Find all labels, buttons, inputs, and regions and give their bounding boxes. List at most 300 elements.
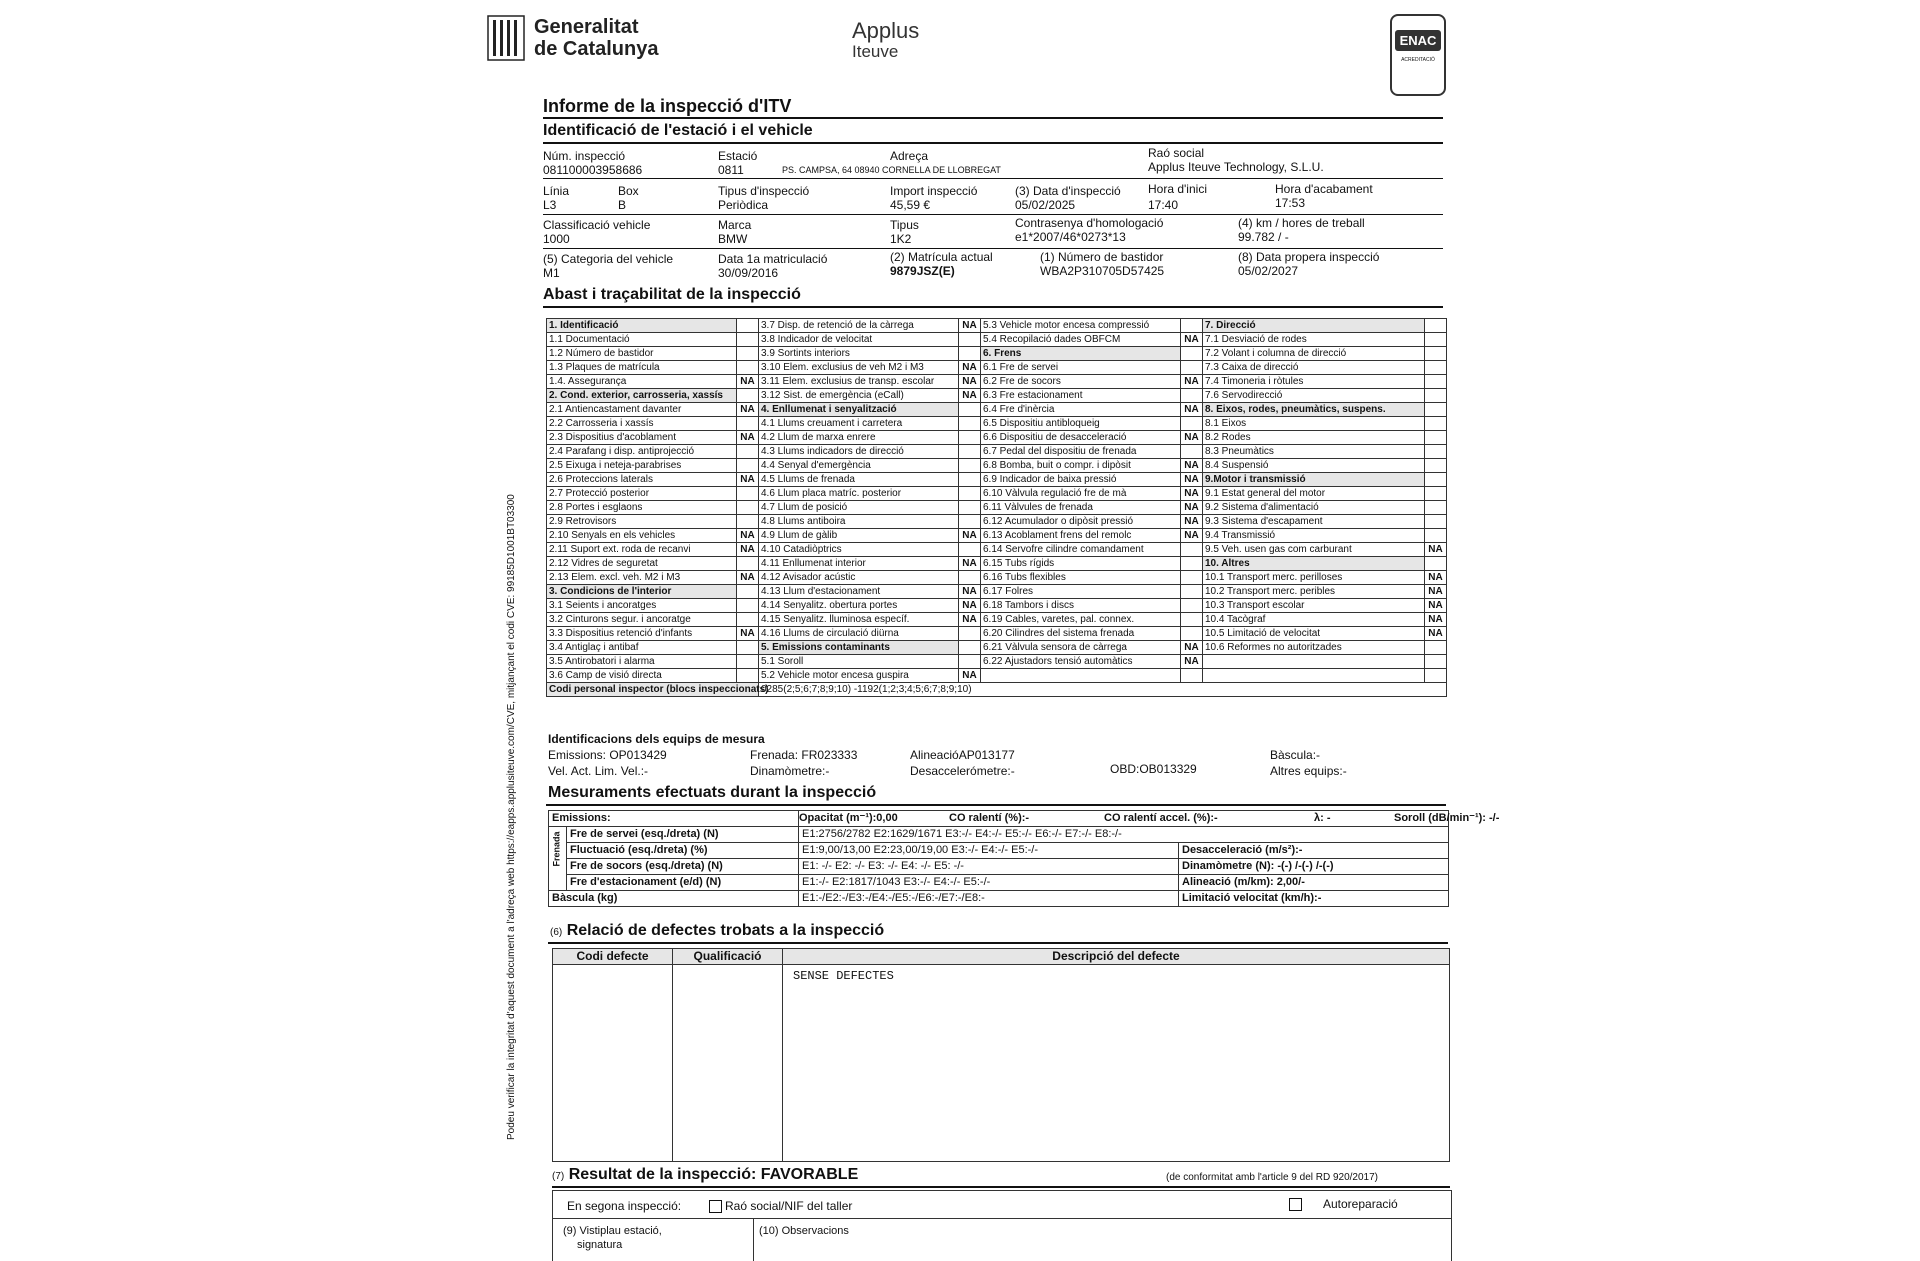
abast-item: 4.6 Llum placa matríc. posterior xyxy=(759,487,959,501)
bascula-value: E1:-/E2:-/E3:-/E4:-/E5:-/E6:-/E7:-/E8:- xyxy=(799,891,1179,907)
box-value: B xyxy=(618,198,627,212)
abast-item-status xyxy=(1425,669,1447,683)
abast-item-status xyxy=(737,417,759,431)
observacions-label: (10) Observacions xyxy=(759,1225,849,1237)
abast-item: 3.6 Camp de visió directa xyxy=(547,669,737,683)
abast-item-status xyxy=(737,501,759,515)
abast-item: 6.8 Bomba, buit o compr. i dipòsit xyxy=(981,459,1181,473)
abast-item: 10.3 Transport escolar xyxy=(1203,599,1425,613)
abast-item-status xyxy=(1181,347,1203,361)
abast-item: 9.Motor i transmissió xyxy=(1203,473,1425,487)
abast-item-status: NA xyxy=(737,529,759,543)
abast-item-status xyxy=(1425,459,1447,473)
abast-item: 6.18 Tambors i discs xyxy=(981,599,1181,613)
defecte-descripcio: SENSE DEFECTES xyxy=(783,965,1450,1162)
co-accel: CO ralentí accel. (%):- xyxy=(1104,812,1218,824)
abast-row xyxy=(547,529,1447,543)
abast-row xyxy=(547,655,1447,669)
abast-item: 4.2 Llum de marxa enrere xyxy=(759,431,959,445)
abast-item: 2.8 Portes i esglaons xyxy=(547,501,737,515)
abast-item-status xyxy=(1425,417,1447,431)
abast-item: 8.1 Eixos xyxy=(1203,417,1425,431)
abast-item: 6. Frens xyxy=(981,347,1181,361)
abast-item: 1.3 Plaques de matrícula xyxy=(547,361,737,375)
abast-row xyxy=(547,319,1447,333)
soroll: Soroll (dB/min⁻¹): -/- xyxy=(1394,812,1500,824)
abast-item: 2.6 Proteccions laterals xyxy=(547,473,737,487)
verification-note: Podeu verificar la integritat d'aquest document a l'adreça web https://eapps.applusiteuve.com/CVE, mitjançant el codi CVE: 99185D1001BT03300 xyxy=(506,494,517,1140)
resultat-num: (7) xyxy=(552,1171,565,1182)
bastidor-label: (1) Número de bastidor xyxy=(1040,250,1164,264)
defectes-num: (6) xyxy=(550,927,563,938)
abast-item: 8. Eixos, rodes, pneumàtics, suspens. xyxy=(1203,403,1425,417)
abast-row xyxy=(547,669,1447,683)
abast-item-status: NA xyxy=(737,543,759,557)
equip-vel: Vel. Act. Lim. Vel.:- xyxy=(548,764,649,778)
abast-item: 3.8 Indicador de velocitat xyxy=(759,333,959,347)
abast-row xyxy=(547,585,1447,599)
abast-item-status: NA xyxy=(737,571,759,585)
abast-item-status: NA xyxy=(1181,375,1203,389)
abast-item: 5.4 Recopilació dades OBFCM xyxy=(981,333,1181,347)
resultat-heading xyxy=(552,1166,858,1184)
defectes-table xyxy=(552,948,1450,1162)
abast-row xyxy=(547,543,1447,557)
abast-item: 1.2 Número de bastidor xyxy=(547,347,737,361)
abast-item-status xyxy=(1181,571,1203,585)
identification-title: Identificació de l'estació i el vehicle xyxy=(543,122,813,139)
abast-item-status xyxy=(1425,347,1447,361)
abast-item: 10.4 Tacògraf xyxy=(1203,613,1425,627)
abast-item: 6.1 Fre de servei xyxy=(981,361,1181,375)
abast-item-status: NA xyxy=(1181,655,1203,669)
propera-value: 05/02/2027 xyxy=(1238,264,1299,278)
abast-item xyxy=(1203,669,1425,683)
abast-item: 9.2 Sistema d'alimentació xyxy=(1203,501,1425,515)
signatura-label: signatura xyxy=(577,1239,623,1251)
abast-row xyxy=(547,445,1447,459)
equip-altres: Altres equips:- xyxy=(1270,764,1347,778)
resultat-value: FAVORABLE xyxy=(760,1166,859,1183)
abast-item-status: NA xyxy=(959,319,981,333)
rao-social-label: Raó social xyxy=(1148,146,1205,160)
abast-item: 6.12 Acumulador o dipòsit pressió xyxy=(981,515,1181,529)
tipus-insp-value: Periòdica xyxy=(718,198,769,212)
bascula-label: Bàscula (kg) xyxy=(549,891,799,907)
abast-item-status xyxy=(1425,515,1447,529)
abast-item-status xyxy=(959,403,981,417)
codi-inspector-label: Codi personal inspector (blocs inspeccionats) xyxy=(547,683,759,697)
abast-row xyxy=(547,515,1447,529)
abast-row xyxy=(547,361,1447,375)
abast-item-status: NA xyxy=(737,627,759,641)
col-qualificacio: Qualificació xyxy=(673,949,783,965)
abast-item-status xyxy=(1181,599,1203,613)
abast-item-status: NA xyxy=(1425,613,1447,627)
abast-item-status xyxy=(1425,557,1447,571)
abast-item: 4.1 Llums creuament i carretera xyxy=(759,417,959,431)
abast-item: 2.7 Protecció posterior xyxy=(547,487,737,501)
abast-item: 1. Identificació xyxy=(547,319,737,333)
abast-item-status: NA xyxy=(959,375,981,389)
enac-label: ENAC xyxy=(1395,30,1441,51)
abast-item: 6.19 Cables, varetes, pal. connex. xyxy=(981,613,1181,627)
abast-item: 3.1 Seients i ancoratges xyxy=(547,599,737,613)
abast-item: 4.10 Catadiòptrics xyxy=(759,543,959,557)
abast-item-status xyxy=(737,515,759,529)
abast-item: 6.11 Vàlvules de frenada xyxy=(981,501,1181,515)
col-descripcio: Descripció del defecte xyxy=(783,949,1450,965)
abast-item: 6.20 Cilindres del sistema frenada xyxy=(981,627,1181,641)
abast-item: 2.5 Eixuga i neteja-parabrises xyxy=(547,459,737,473)
import-label: Import inspecció xyxy=(890,184,978,198)
desacceleracio: Desacceleració (m/s²):- xyxy=(1179,843,1449,859)
abast-item-status xyxy=(959,431,981,445)
abast-item-status: NA xyxy=(1181,459,1203,473)
abast-item-status xyxy=(1425,529,1447,543)
abast-item-status xyxy=(737,319,759,333)
abast-item: 7.3 Caixa de direcció xyxy=(1203,361,1425,375)
abast-row xyxy=(547,459,1447,473)
alineacio: Alineació (m/km): 2,00/- xyxy=(1179,875,1449,891)
abast-item: 3.10 Elem. exclusius de veh M2 i M3 xyxy=(759,361,959,375)
rao-nif-checkbox[interactable] xyxy=(709,1200,722,1213)
abast-item: 6.4 Fre d'inèrcia xyxy=(981,403,1181,417)
categoria-value: M1 xyxy=(543,266,560,280)
abast-item: 4.15 Senyalitz. lluminosa específ. xyxy=(759,613,959,627)
frenada-label: Frenada xyxy=(549,827,567,891)
abast-item: 2.13 Elem. excl. veh. M2 i M3 xyxy=(547,571,737,585)
equip-obd: OBD:OB013329 xyxy=(1110,762,1197,776)
hora-inici-label: Hora d'inici xyxy=(1148,182,1207,196)
abast-item: 6.6 Dispositiu de desacceleració xyxy=(981,431,1181,445)
classif-label: Classificació vehicle xyxy=(543,218,651,232)
abast-item: 7.2 Volant i columna de direcció xyxy=(1203,347,1425,361)
abast-item: 10. Altres xyxy=(1203,557,1425,571)
abast-item-status: NA xyxy=(959,529,981,543)
abast-item-status: NA xyxy=(1181,431,1203,445)
enac-sub: ACREDITACIÓ xyxy=(1401,57,1435,63)
mesuraments-table xyxy=(548,810,1500,907)
equips-title: Identificacions dels equips de mesura xyxy=(548,732,765,746)
abast-item: 6.16 Tubs flexibles xyxy=(981,571,1181,585)
abast-item-status xyxy=(737,599,759,613)
abast-item: 6.2 Fre de socors xyxy=(981,375,1181,389)
abast-item-status: NA xyxy=(1181,473,1203,487)
abast-item: 4.11 Enllumenat interior xyxy=(759,557,959,571)
abast-item: 3. Condicions de l'interior xyxy=(547,585,737,599)
import-value: 45,59 € xyxy=(890,198,931,212)
tipus-value: 1K2 xyxy=(890,232,912,246)
abast-item: 7.4 Timoneria i ròtules xyxy=(1203,375,1425,389)
data-insp-value: 05/02/2025 xyxy=(1015,198,1076,212)
rao-nif-label: Raó social/NIF del taller xyxy=(725,1199,853,1213)
abast-item-status: NA xyxy=(1181,501,1203,515)
abast-item: 6.5 Dispositiu antibloqueig xyxy=(981,417,1181,431)
abast-item-status: NA xyxy=(1181,641,1203,655)
num-inspeccio-label: Núm. inspecció xyxy=(543,149,626,163)
tipus-insp-label: Tipus d'inspecció xyxy=(718,184,810,198)
lambda: λ: - xyxy=(1314,812,1331,824)
abast-item-status xyxy=(959,655,981,669)
col-codi-defecte: Codi defecte xyxy=(553,949,673,965)
abast-item: 8.2 Rodes xyxy=(1203,431,1425,445)
bastidor-value: WBA2P310705D57425 xyxy=(1040,264,1165,278)
abast-item-status xyxy=(959,333,981,347)
generalitat-logo xyxy=(488,14,688,62)
hora-inici-value: 17:40 xyxy=(1148,198,1179,212)
abast-item: 6.3 Fre estacionament xyxy=(981,389,1181,403)
dinamometre: Dinamòmetre (N): -(-) /-(-) /-(-) xyxy=(1179,859,1449,875)
abast-item-status xyxy=(959,445,981,459)
abast-item-status: NA xyxy=(959,557,981,571)
abast-item: 9.5 Veh. usen gas com carburant xyxy=(1203,543,1425,557)
abast-item: 6.17 Folres xyxy=(981,585,1181,599)
abast-item: 7.6 Servodirecció xyxy=(1203,389,1425,403)
abast-item: 6.7 Pedal del dispositiu de frenada xyxy=(981,445,1181,459)
abast-item: 3.7 Disp. de retenció de la càrrega xyxy=(759,319,959,333)
abast-item: 4.3 Llums indicadors de direcció xyxy=(759,445,959,459)
abast-item-status: NA xyxy=(1425,571,1447,585)
linia-label: Línia xyxy=(543,184,570,198)
defectes-heading xyxy=(550,922,884,940)
resultat-note: (de conformitat amb l'article 9 del RD 920/2017) xyxy=(1166,1172,1379,1183)
abast-item: 7. Direcció xyxy=(1203,319,1425,333)
abast-item-status: NA xyxy=(1181,529,1203,543)
fre-servei-value: E1:2756/2782 E2:1629/1671 E3:-/- E4:-/- E5:-/- E6:-/- E7:-/- E8:-/- xyxy=(799,827,1449,843)
abast-item: 2.10 Senyals en els vehicles xyxy=(547,529,737,543)
abast-row xyxy=(547,571,1447,585)
segona-inspeccio-box xyxy=(552,1190,1452,1219)
abast-item-status xyxy=(1181,557,1203,571)
abast-title: Abast i traçabilitat de la inspecció xyxy=(543,286,801,303)
tipus-label: Tipus xyxy=(890,218,919,232)
abast-item-status xyxy=(1425,389,1447,403)
abast-item-status xyxy=(959,543,981,557)
abast-item-status xyxy=(737,333,759,347)
categoria-label: (5) Categoria del vehicle xyxy=(543,252,674,266)
autoreparacio-checkbox[interactable] xyxy=(1289,1198,1302,1211)
abast-item: 8.4 Suspensió xyxy=(1203,459,1425,473)
abast-item: 2.9 Retrovisors xyxy=(547,515,737,529)
abast-row xyxy=(547,375,1447,389)
contrasenya-value: e1*2007/46*0273*13 xyxy=(1015,230,1126,244)
num-inspeccio-value: 081100003958686 xyxy=(543,163,643,177)
fluctuacio-value: E1:9,00/13,00 E2:23,00/19,00 E3:-/- E4:-/- E5:-/- xyxy=(799,843,1179,859)
abast-item-status xyxy=(1181,613,1203,627)
abast-item: 9.1 Estat general del motor xyxy=(1203,487,1425,501)
abast-item-status xyxy=(1181,543,1203,557)
abast-row xyxy=(547,389,1447,403)
abast-item: 4.8 Llums antiboira xyxy=(759,515,959,529)
abast-row xyxy=(547,417,1447,431)
abast-table xyxy=(546,318,1447,697)
abast-item: 4.5 Llums de frenada xyxy=(759,473,959,487)
abast-item: 10.2 Transport merc. peribles xyxy=(1203,585,1425,599)
abast-item: 10.5 Limitació de velocitat xyxy=(1203,627,1425,641)
marca-label: Marca xyxy=(718,218,752,232)
abast-item: 8.3 Pneumàtics xyxy=(1203,445,1425,459)
abast-item: 10.1 Transport merc. perilloses xyxy=(1203,571,1425,585)
abast-item-status xyxy=(1181,389,1203,403)
abast-item-status xyxy=(1425,445,1447,459)
emissions-label: Emissions: xyxy=(549,811,799,827)
abast-item: 2.2 Carrosseria i xassís xyxy=(547,417,737,431)
abast-item-status: NA xyxy=(1425,627,1447,641)
contrasenya-label: Contrasenya d'homologació xyxy=(1015,216,1164,230)
equip-frenada: Frenada: FR023333 xyxy=(750,748,858,762)
rao-social-value: Applus Iteuve Technology, S.L.U. xyxy=(1148,160,1324,174)
abast-item-status xyxy=(737,585,759,599)
abast-item-status: NA xyxy=(737,375,759,389)
abast-item: 6.21 Vàlvula sensora de càrrega xyxy=(981,641,1181,655)
abast-item-status xyxy=(1181,361,1203,375)
abast-item-status xyxy=(737,361,759,375)
abast-item-status: NA xyxy=(1181,333,1203,347)
abast-item: 5.2 Vehicle motor encesa guspira xyxy=(759,669,959,683)
abast-item-status xyxy=(1425,319,1447,333)
abast-item-status xyxy=(737,655,759,669)
abast-item-status xyxy=(1425,501,1447,515)
abast-item-status xyxy=(959,501,981,515)
applus-logo xyxy=(852,18,972,68)
inspection-report-page xyxy=(480,0,1500,1260)
abast-item: 4.13 Llum d'estacionament xyxy=(759,585,959,599)
abast-item-status xyxy=(1181,585,1203,599)
abast-item-status: NA xyxy=(1425,599,1447,613)
abast-item: 3.9 Sortints interiors xyxy=(759,347,959,361)
abast-item: 1.4. Assegurança xyxy=(547,375,737,389)
abast-item-status xyxy=(959,487,981,501)
equip-bascula: Bàscula:- xyxy=(1270,748,1321,762)
segona-label: En segona inspecció: xyxy=(567,1199,682,1213)
abast-item: 6.9 Indicador de baixa pressió xyxy=(981,473,1181,487)
abast-item-status xyxy=(1181,417,1203,431)
abast-item: 2.4 Parafang i disp. antiprojecció xyxy=(547,445,737,459)
abast-item-status xyxy=(737,641,759,655)
abast-item: 3.11 Elem. exclusius de transp. escolar xyxy=(759,375,959,389)
abast-item-status: NA xyxy=(959,613,981,627)
abast-row xyxy=(547,333,1447,347)
data-matric-label: Data 1a matriculació xyxy=(718,252,828,266)
abast-item-status xyxy=(737,347,759,361)
abast-item-status: NA xyxy=(1181,403,1203,417)
abast-item: 3.12 Sist. de emergència (eCall) xyxy=(759,389,959,403)
opacitat: Opacitat (m⁻¹):0,00 xyxy=(799,812,898,824)
abast-item: 4. Enllumenat i senyalització xyxy=(759,403,959,417)
abast-item-status xyxy=(1181,627,1203,641)
linia-value: L3 xyxy=(543,198,557,212)
abast-item: 4.16 Llums de circulació diürna xyxy=(759,627,959,641)
fre-estac-label: Fre d'estacionament (e/d) (N) xyxy=(567,875,799,891)
abast-item-status xyxy=(959,641,981,655)
abast-item-status xyxy=(1181,669,1203,683)
co-ralenti: CO ralentí (%):- xyxy=(949,812,1030,824)
abast-row xyxy=(547,347,1447,361)
abast-item-status: NA xyxy=(1181,515,1203,529)
applus-line1: Applus xyxy=(852,18,920,43)
abast-item-status xyxy=(959,627,981,641)
abast-item: 3.3 Dispositius retenció d'infants xyxy=(547,627,737,641)
hora-acab-label: Hora d'acabament xyxy=(1275,182,1373,196)
autoreparacio-label: Autoreparació xyxy=(1323,1197,1398,1211)
fre-socors-value: E1: -/- E2: -/- E3: -/- E4: -/- E5: -/- xyxy=(799,859,1179,875)
abast-item: 3.4 Antiglaç i antibaf xyxy=(547,641,737,655)
abast-item: 5.3 Vehicle motor encesa compressió xyxy=(981,319,1181,333)
abast-item: 6.13 Acoblament frens del remolc xyxy=(981,529,1181,543)
generalitat-shield-icon xyxy=(488,16,524,60)
abast-item: 2.3 Dispositius d'acoblament xyxy=(547,431,737,445)
box-label: Box xyxy=(618,184,639,198)
estacio-label: Estació xyxy=(718,149,758,163)
abast-row xyxy=(547,557,1447,571)
abast-item-status: NA xyxy=(959,669,981,683)
report-title: Informe de la inspecció d'ITV xyxy=(543,96,792,116)
abast-item-status xyxy=(1425,473,1447,487)
abast-item: 10.6 Reformes no autoritzades xyxy=(1203,641,1425,655)
generalitat-line2: de Catalunya xyxy=(534,38,659,60)
abast-item-status xyxy=(959,417,981,431)
equip-emissions: Emissions: OP013429 xyxy=(548,748,667,762)
km-value: 99.782 / - xyxy=(1238,230,1289,244)
abast-row xyxy=(547,641,1447,655)
abast-item-status: NA xyxy=(959,389,981,403)
abast-item-status xyxy=(959,515,981,529)
abast-item-status xyxy=(1181,319,1203,333)
abast-item: 2.12 Vidres de seguretat xyxy=(547,557,737,571)
codi-inspector-value: 0285(2;5;6;7;8;9;10) -1192(1;2;3;4;5;6;7;8;9;10) xyxy=(759,683,1447,697)
abast-item: 6.14 Servofre cilindre comandament xyxy=(981,543,1181,557)
matricula-value: 9879JSZ(E) xyxy=(890,264,955,278)
abast-item: 4.12 Avisador acústic xyxy=(759,571,959,585)
fluctuacio-label: Fluctuació (esq./dreta) (%) xyxy=(567,843,799,859)
abast-item: 4.14 Senyalitz. obertura portes xyxy=(759,599,959,613)
abast-item: 5.1 Soroll xyxy=(759,655,959,669)
data-matric-value: 30/09/2016 xyxy=(718,266,779,280)
fre-socors-label: Fre de socors (esq./dreta) (N) xyxy=(567,859,799,875)
abast-row xyxy=(547,613,1447,627)
abast-item: 6.22 Ajustadors tensió automàtics xyxy=(981,655,1181,669)
abast-item: 4.9 Llum de gàlib xyxy=(759,529,959,543)
abast-item-status xyxy=(737,487,759,501)
abast-item xyxy=(981,669,1181,683)
abast-item: 9.3 Sistema d'escapament xyxy=(1203,515,1425,529)
abast-item-status: NA xyxy=(959,361,981,375)
estacio-value: 0811 xyxy=(718,163,744,177)
abast-row xyxy=(547,431,1447,445)
mesuraments-title: Mesuraments efectuats durant la inspecció xyxy=(548,784,877,801)
abast-row xyxy=(547,627,1447,641)
abast-item-status xyxy=(1181,445,1203,459)
equip-alineacio: AlineacióAP013177 xyxy=(910,748,1015,762)
marca-value: BMW xyxy=(718,232,748,246)
abast-item: 7.1 Desviació de rodes xyxy=(1203,333,1425,347)
abast-item: 2. Cond. exterior, carrosseria, xassís xyxy=(547,389,737,403)
hora-acab-value: 17:53 xyxy=(1275,196,1306,210)
abast-item: 2.1 Antiencastament davanter xyxy=(547,403,737,417)
abast-item: 6.10 Vàlvula regulació fre de mà xyxy=(981,487,1181,501)
abast-item-status: NA xyxy=(959,585,981,599)
abast-item-status xyxy=(1425,655,1447,669)
abast-item: 4.7 Llum de posició xyxy=(759,501,959,515)
signatura-box xyxy=(552,1218,1452,1261)
limitacio: Limitació velocitat (km/h):- xyxy=(1179,891,1449,907)
generalitat-line1: Generalitat xyxy=(534,16,639,38)
abast-item xyxy=(1203,655,1425,669)
abast-row xyxy=(547,501,1447,515)
abast-item: 1.1 Documentació xyxy=(547,333,737,347)
adreca-value: PS. CAMPSA, 64 08940 CORNELLA DE LLOBREGAT xyxy=(782,165,1001,175)
